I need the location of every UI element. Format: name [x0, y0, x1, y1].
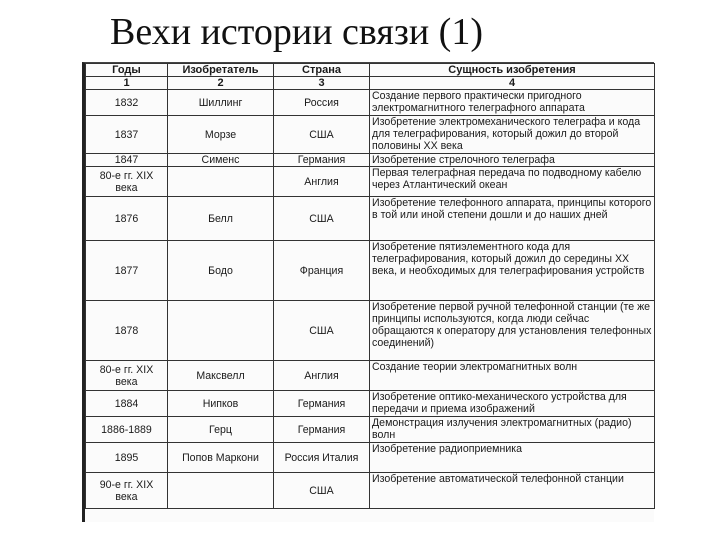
country-cell: Россия [274, 90, 370, 116]
inventor-cell: Попов Маркони [168, 443, 274, 473]
inventor-cell: Сименс [168, 154, 274, 167]
inventor-cell: Шиллинг [168, 90, 274, 116]
table-header-row [86, 64, 655, 77]
inventor-cell [168, 301, 274, 361]
essence-cell: Первая телеграфная передача по подводному кабелю через Атлантический океан [370, 167, 655, 197]
scanned-table-image [82, 62, 654, 522]
country-cell: США [274, 473, 370, 509]
slide-title: Вехи истории связи (1) [110, 11, 483, 53]
country-cell: Германия [274, 154, 370, 167]
inventor-cell: Морзе [168, 116, 274, 154]
year-cell: 1837 [86, 116, 168, 154]
header-number: 2 [168, 77, 274, 90]
essence-cell: Изобретение оптико-механического устройства для передачи и приема изображений [370, 391, 655, 417]
year-cell: 90-е гг. XIX века [86, 473, 168, 509]
inventor-cell: Бодо [168, 241, 274, 301]
table-row [86, 197, 655, 241]
country-cell: Россия Италия [274, 443, 370, 473]
table-row [86, 473, 655, 509]
inventor-cell [168, 167, 274, 197]
essence-cell: Демонстрация излучения электромагнитных (радио) волн [370, 417, 655, 443]
header-number: 1 [86, 77, 168, 90]
year-cell: 80-е гг. XIX века [86, 361, 168, 391]
essence-cell: Изобретение стрелочного телеграфа [370, 154, 655, 167]
header-country: Страна [274, 64, 370, 77]
header-number: 4 [370, 77, 655, 90]
essence-cell: Создание теории электромагнитных волн [370, 361, 655, 391]
table-row [86, 391, 655, 417]
inventor-cell [168, 473, 274, 509]
table-row [86, 443, 655, 473]
header-number: 3 [274, 77, 370, 90]
year-cell: 1876 [86, 197, 168, 241]
inventor-cell: Герц [168, 417, 274, 443]
essence-cell: Изобретение пятиэлементного кода для телеграфирования, который дожил до середины XX века, и необходимых для телеграфирования устройств [370, 241, 655, 301]
country-cell: Германия [274, 417, 370, 443]
country-cell: Германия [274, 391, 370, 417]
header-years: Годы [86, 64, 168, 77]
year-cell: 1877 [86, 241, 168, 301]
table-row [86, 90, 655, 116]
header-essence: Сущность изобретения [370, 64, 655, 77]
country-cell: США [274, 116, 370, 154]
year-cell: 1878 [86, 301, 168, 361]
year-cell: 1886-1889 [86, 417, 168, 443]
essence-cell: Изобретение телефонного аппарата, принципы которого в той или иной степени дошли и до наших дней [370, 197, 655, 241]
essence-cell: Изобретение автоматической телефонной станции [370, 473, 655, 509]
essence-cell: Изобретение первой ручной телефонной станции (те же принципы используются, когда люди сейчас обращаются к оператору для установления телефонных соединений) [370, 301, 655, 361]
table-header-numbers-row [86, 77, 655, 90]
table-row [86, 301, 655, 361]
table-row [86, 361, 655, 391]
country-cell: Англия [274, 167, 370, 197]
year-cell: 1895 [86, 443, 168, 473]
table-row [86, 167, 655, 197]
header-inventor: Изобретатель [168, 64, 274, 77]
table-row [86, 417, 655, 443]
essence-cell: Изобретение радиоприемника [370, 443, 655, 473]
table-row [86, 241, 655, 301]
year-cell: 80-е гг. XIX века [86, 167, 168, 197]
essence-cell: Изобретение электромеханического телеграфа и кода для телеграфирования, который дожил до второй половины XX века [370, 116, 655, 154]
country-cell: Англия [274, 361, 370, 391]
essence-cell: Создание первого практически пригодного электромагнитного телеграфного аппарата [370, 90, 655, 116]
year-cell: 1847 [86, 154, 168, 167]
history-table [85, 63, 655, 509]
inventor-cell: Белл [168, 197, 274, 241]
year-cell: 1884 [86, 391, 168, 417]
country-cell: Франция [274, 241, 370, 301]
year-cell: 1832 [86, 90, 168, 116]
inventor-cell: Максвелл [168, 361, 274, 391]
country-cell: США [274, 197, 370, 241]
inventor-cell: Нипков [168, 391, 274, 417]
country-cell: США [274, 301, 370, 361]
table-row [86, 116, 655, 154]
table-row [86, 154, 655, 167]
